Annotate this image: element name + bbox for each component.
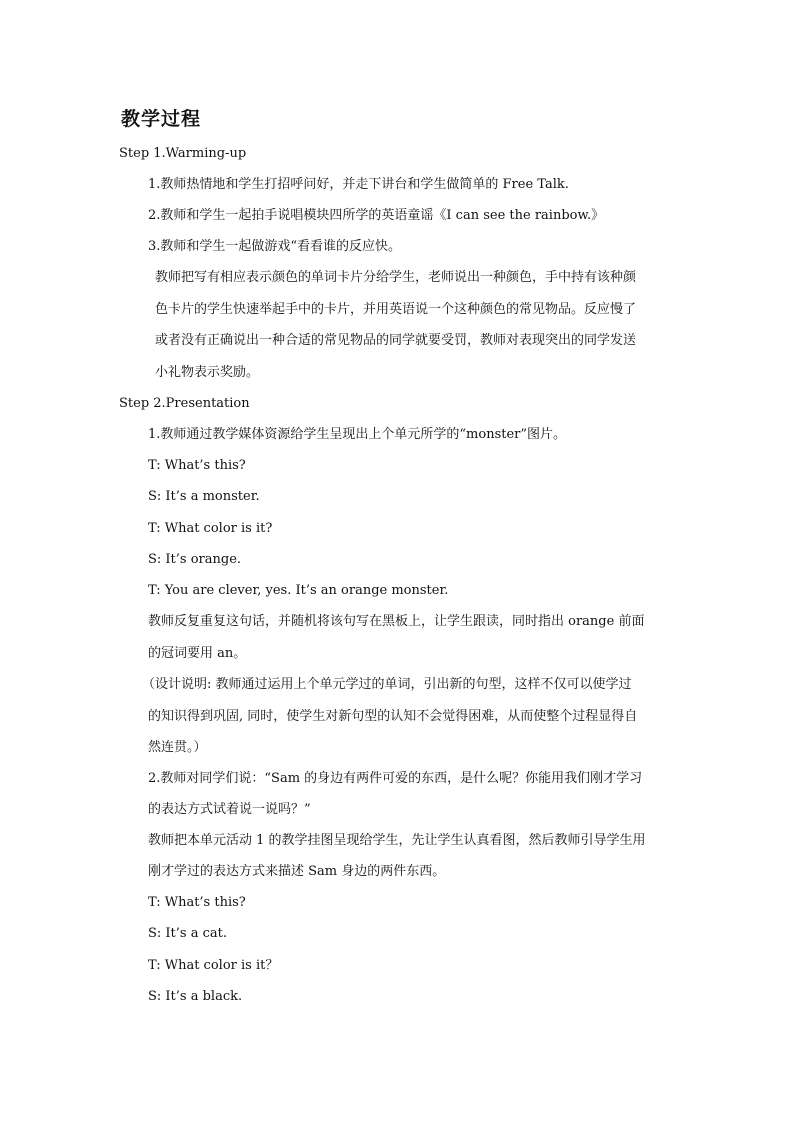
- dialog-line: T: What color is it?: [148, 521, 273, 536]
- explain-line: 教师反复重复这句话，并随机将该句写在黑板上，让学生跟读，同时指出 orange 前面: [148, 614, 645, 629]
- dialog-line: S: It’s a monster.: [148, 489, 260, 504]
- game-desc-line: 小礼物表示奖励。: [155, 365, 260, 380]
- design-note-line: 然连贯。）: [148, 740, 207, 755]
- game-desc-line: 或者没有正确说出一种合适的常见物品的同学就要受罚，教师对表现突出的同学发送: [155, 333, 637, 348]
- step1-item3: 3.教师和学生一起做游戏“看看谁的反应快。: [148, 239, 402, 254]
- page-title: 教学过程: [121, 108, 202, 130]
- dialog-line: S: It’s a black.: [148, 989, 243, 1004]
- explain-line: 的冠词要用 an。: [148, 646, 247, 661]
- design-note-line: 的知识得到巩固, 同时，使学生对新句型的认知不会觉得困难，从而使整个过程显得自: [148, 709, 638, 724]
- dialog-line: T: What’s this?: [148, 895, 246, 910]
- step1-heading: Step 1.Warming-up: [119, 146, 247, 161]
- dialog-line: S: It’s a cat.: [148, 926, 227, 941]
- dialog-line: T: What’s this?: [148, 458, 246, 473]
- design-note-line: （设计说明: 教师通过运用上个单元学过的单词，引出新的句型，这样不仅可以使学过: [142, 677, 632, 692]
- step1-item1: 1.教师热情地和学生打招呼问好，并走下讲台和学生做简单的 Free Talk.: [148, 177, 569, 192]
- dialog-line: S: It’s orange.: [148, 552, 242, 567]
- step2-item1: 1.教师通过教学媒体资源给学生呈现出上个单元所学的“monster”图片。: [148, 427, 567, 442]
- step2-item2-line: 的表达方式试着说一说吗？”: [148, 802, 311, 817]
- game-desc-line: 教师把写有相应表示颜色的单词卡片分给学生，老师说出一种颜色，手中持有该种颜: [155, 270, 637, 285]
- dialog-line: T: What color is it？: [148, 958, 279, 973]
- explain-line: 教师把本单元活动 1 的教学挂图呈现给学生，先让学生认真看图，然后教师引导学生用: [148, 833, 646, 848]
- explain-line: 刚才学过的表达方式来描述 Sam 身边的两件东西。: [148, 864, 446, 879]
- dialog-line: T: You are clever, yes. It’s an orange monster.: [148, 583, 449, 598]
- step2-heading: Step 2.Presentation: [119, 396, 250, 411]
- step2-item2-line: 2.教师对同学们说：“Sam 的身边有两件可爱的东西，是什么呢？你能用我们刚才学习: [148, 771, 643, 786]
- step1-item2: 2.教师和学生一起拍手说唱模块四所学的英语童谣《I can see the rainbow.》: [148, 208, 605, 223]
- game-desc-line: 色卡片的学生快速举起手中的卡片，并用英语说一个这种颜色的常见物品。反应慢了: [155, 302, 637, 317]
